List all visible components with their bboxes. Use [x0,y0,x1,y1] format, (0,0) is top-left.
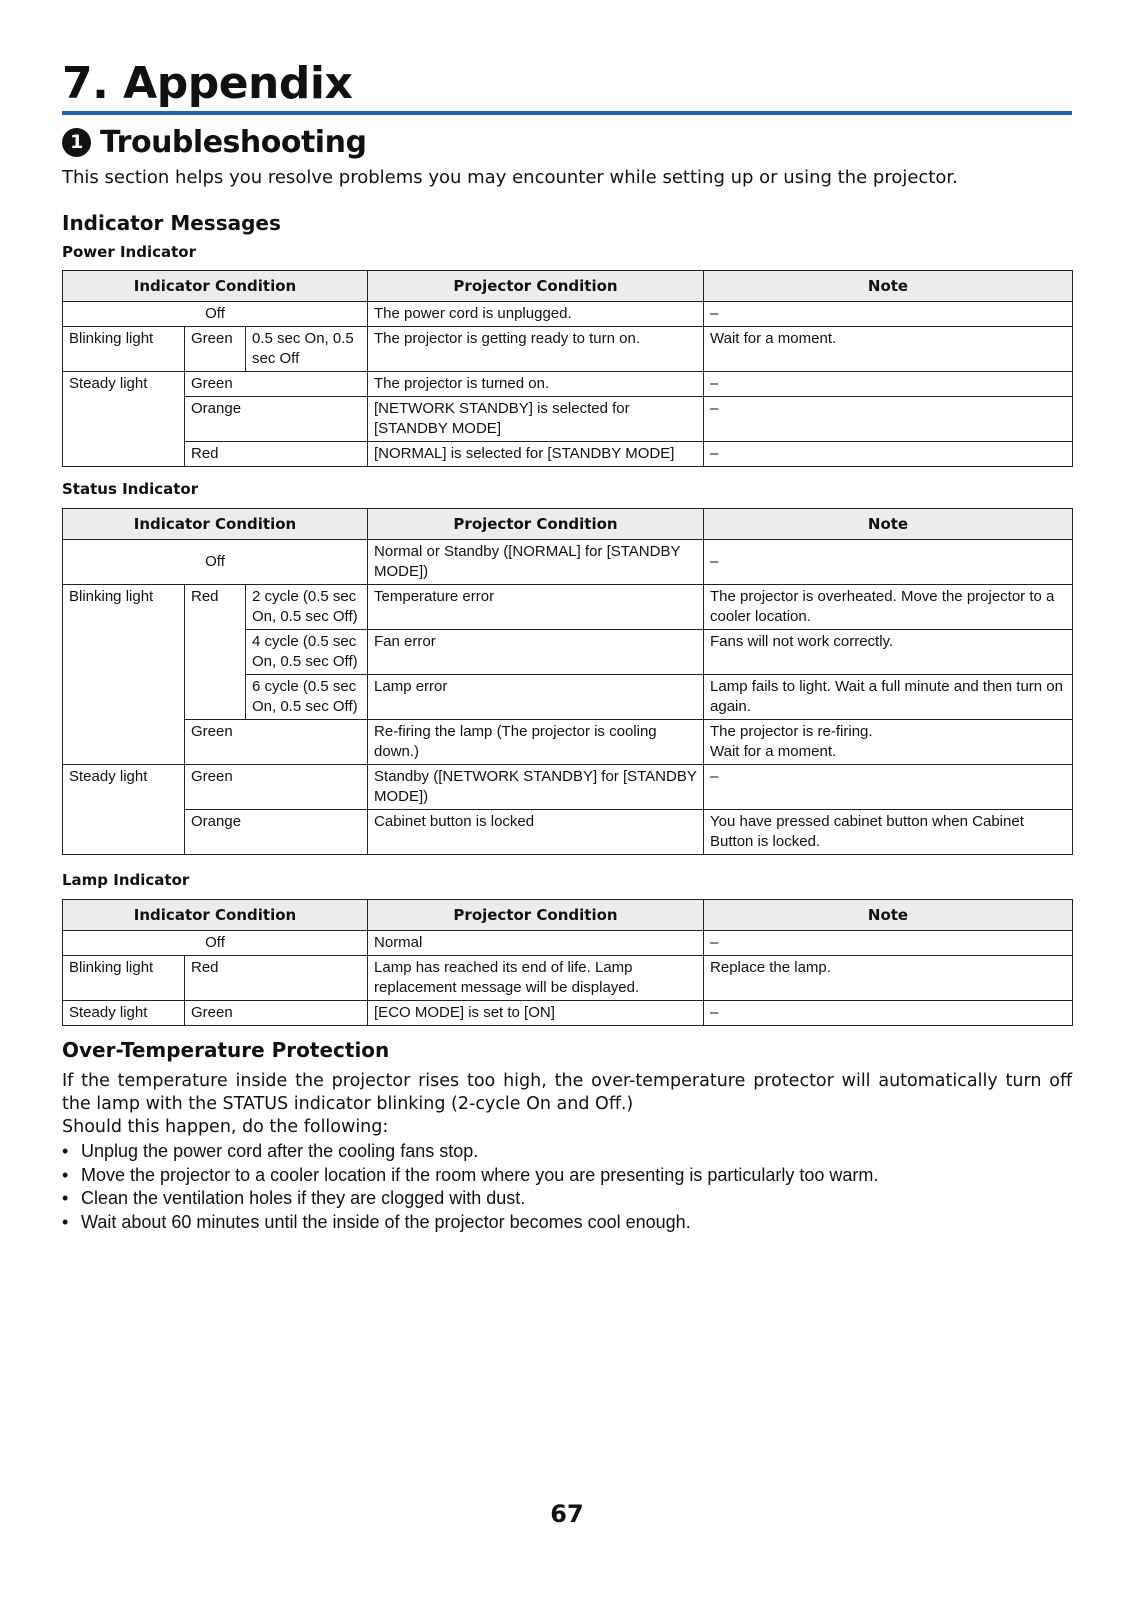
projector-cell: Normal or Standby ([NORMAL] for [STANDBY MODE]) [368,540,704,585]
table-row [63,956,1073,1001]
status-indicator-label: Status Indicator [62,480,199,498]
list-item: • Wait about 60 minutes until the inside of the projector becomes cool enough. [62,1211,878,1235]
projector-cell: Normal [368,931,704,956]
note-line: The projector is re-firing. [710,723,873,740]
column-header: Note [704,509,1073,540]
color-cell: Red [185,956,368,1001]
table-row [63,765,1073,810]
over-temperature-heading: Over-Temperature Protection [62,1038,390,1062]
indicator-messages-heading: Indicator Messages [62,211,281,235]
page-number: 67 [550,1500,584,1528]
table-header-row [63,900,1073,931]
lamp-indicator-table [62,899,1073,1026]
note-cell [704,720,1073,765]
table-row [63,327,1073,372]
projector-cell: [NETWORK STANDBY] is selected for [STANDBY MODE] [368,397,704,442]
table-row [63,397,1073,442]
table-row [63,1001,1073,1026]
table-row [63,442,1073,467]
table-header-row [63,509,1073,540]
indicator-cell: Off [63,302,368,327]
note-cell: – [704,1001,1073,1026]
projector-cell: Lamp error [368,675,704,720]
note-cell: You have pressed cabinet button when Cabinet Button is locked. [704,810,1073,855]
table-row [63,585,1073,630]
table-header-row [63,271,1073,302]
projector-cell: The projector is turned on. [368,372,704,397]
column-header: Projector Condition [368,900,704,931]
list-item: • Unplug the power cord after the cooling fans stop. [62,1140,878,1164]
color-cell: Green [185,720,368,765]
power-indicator-label: Power Indicator [62,243,196,261]
note-cell: Fans will not work correctly. [704,630,1073,675]
color-cell: Orange [185,397,368,442]
over-temperature-steps [62,1140,878,1234]
projector-cell: Fan error [368,630,704,675]
note-cell: Wait for a moment. [704,327,1073,372]
state-cell: Steady light [63,765,185,855]
column-header: Indicator Condition [63,271,368,302]
note-cell: The projector is overheated. Move the projector to a cooler location. [704,585,1073,630]
color-cell: Green [185,327,246,372]
note-cell: Replace the lamp. [704,956,1073,1001]
state-cell: Blinking light [63,585,185,765]
table-row [63,372,1073,397]
section-title-text: Troubleshooting [100,125,367,160]
color-cell: Orange [185,810,368,855]
color-cell: Green [185,1001,368,1026]
power-indicator-table [62,270,1073,467]
indicator-cell: Off [63,931,368,956]
table-row [63,810,1073,855]
indicator-cell: Off [63,540,368,585]
color-cell: Green [185,372,368,397]
state-cell: Blinking light [63,956,185,1001]
color-cell: Red [185,442,368,467]
table-row [63,931,1073,956]
note-cell: – [704,372,1073,397]
projector-cell: Standby ([NETWORK STANDBY] for [STANDBY MODE]) [368,765,704,810]
state-cell: Steady light [63,372,185,467]
note-cell: – [704,540,1073,585]
column-header: Note [704,271,1073,302]
chapter-title: 7. Appendix [62,58,353,109]
note-cell: – [704,442,1073,467]
lamp-indicator-label: Lamp Indicator [62,871,190,889]
section-number-badge: 1 [62,128,91,157]
chapter-rule [62,111,1072,115]
state-cell: Blinking light [63,327,185,372]
list-item: • Move the projector to a cooler location if the room where you are presenting is particularly too warm. [62,1164,878,1188]
projector-cell: Lamp has reached its end of life. Lamp replacement message will be displayed. [368,956,704,1001]
column-header: Projector Condition [368,509,704,540]
over-temperature-instruction: Should this happen, do the following: [62,1117,389,1137]
note-cell: – [704,302,1073,327]
color-cell: Green [185,765,368,810]
projector-cell: Re-firing the lamp (The projector is cooling down.) [368,720,704,765]
timing-cell: 4 cycle (0.5 sec On, 0.5 sec Off) [246,630,368,675]
table-row [63,540,1073,585]
note-cell: Lamp fails to light. Wait a full minute and then turn on again. [704,675,1073,720]
column-header: Note [704,900,1073,931]
projector-cell: The projector is getting ready to turn on. [368,327,704,372]
note-cell: – [704,931,1073,956]
column-header: Projector Condition [368,271,704,302]
projector-cell: Temperature error [368,585,704,630]
note-cell: – [704,397,1073,442]
section-intro: This section helps you resolve problems you may encounter while setting up or using the projector. [62,167,958,188]
list-item: • Clean the ventilation holes if they are clogged with dust. [62,1187,878,1211]
table-row [63,302,1073,327]
projector-cell: Cabinet button is locked [368,810,704,855]
over-temperature-text [62,1070,1072,1139]
state-cell: Steady light [63,1001,185,1026]
column-header: Indicator Condition [63,900,368,931]
table-row [63,720,1073,765]
section-title [62,125,366,160]
timing-cell: 2 cycle (0.5 sec On, 0.5 sec Off) [246,585,368,630]
color-cell: Red [185,585,246,720]
status-indicator-table [62,508,1073,855]
projector-cell: The power cord is unplugged. [368,302,704,327]
projector-cell: [NORMAL] is selected for [STANDBY MODE] [368,442,704,467]
column-header: Indicator Condition [63,509,368,540]
timing-cell: 6 cycle (0.5 sec On, 0.5 sec Off) [246,675,368,720]
projector-cell: [ECO MODE] is set to [ON] [368,1001,704,1026]
timing-cell: 0.5 sec On, 0.5 sec Off [246,327,368,372]
over-temperature-paragraph: If the temperature inside the projector rises too high, the over-temperature protector will automatically turn off the lamp with the STATUS indicator blinking (2-cycle On and Off.) [62,1071,1072,1114]
note-line: Wait for a moment. [710,743,837,760]
note-cell: – [704,765,1073,810]
